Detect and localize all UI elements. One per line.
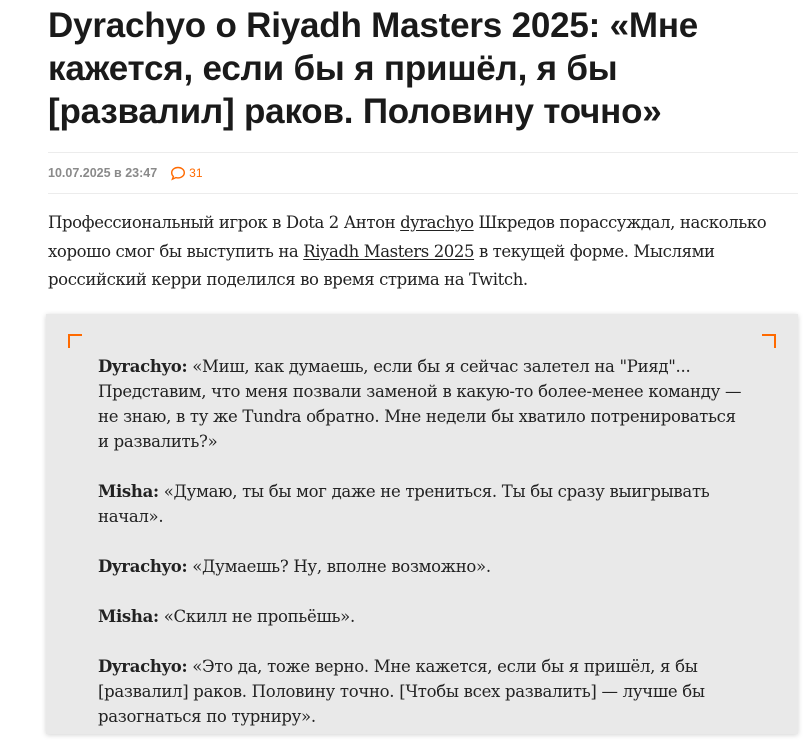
quote-line [98,554,748,579]
comments-count: 31 [189,166,203,180]
lead-text: Шкредов порассуждал, насколько хорошо смог бы выступить на [48,213,767,261]
publish-date: 10.07.2025 в 23:47 [48,166,158,180]
speech-text: «Миш, как думаешь, если бы я сейчас залетел на "Рияд"... Представим, что меня позвали заменой в какую-то более-менее команду — не знаю, в ту же Tundra обратно. Мне недели бы хватило потренироваться и развалить?» [98,357,742,451]
speaker-name: Misha: [98,607,159,626]
speaker-name: Misha: [98,482,159,501]
speech-text: «Думаешь? Ну, вполне возможно». [187,557,491,576]
speech-text: «Это да, тоже верно. Мне кажется, если бы я пришёл, я бы [развалил] раков. Половину точно. [Чтобы всех развалить] — лучше бы разогнаться по турниру». [98,657,705,726]
speaker-name: Dyrachyo: [98,357,188,376]
lead-text: Профессиональный игрок в Dota 2 Антон [48,213,401,232]
quote-line [98,604,748,629]
speech-text: «Думаю, ты бы мог даже не трениться. Ты бы сразу выигрывать начал». [98,482,710,526]
tournament-link[interactable]: Riyadh Masters 2025 [303,241,475,261]
article-title: Dyrachyo о Riyadh Masters 2025: «Мне кажется, если бы я пришёл, я бы [развалил] раков. Половину точно» [48,6,699,131]
quote-block [46,314,798,734]
lead-text: в текущей форме. Мыслями российский керри поделился во время стрима на Twitch. [48,241,715,289]
quote-body [98,354,748,754]
player-link[interactable]: dyrachyo [400,213,474,232]
speech-bubble-icon [170,166,186,181]
comments-link[interactable] [170,166,202,181]
article-lead [48,209,798,295]
quote-corner-icon [68,334,82,348]
quote-corner-icon [762,334,776,348]
speaker-name: Dyrachyo: [98,657,188,676]
quote-line [98,654,748,729]
speaker-name: Dyrachyo: [98,557,188,576]
quote-line [98,354,748,454]
article [48,0,798,295]
speech-text: «Скилл не пропьёшь». [158,607,355,626]
article-meta [48,152,798,194]
quote-line [98,479,748,529]
